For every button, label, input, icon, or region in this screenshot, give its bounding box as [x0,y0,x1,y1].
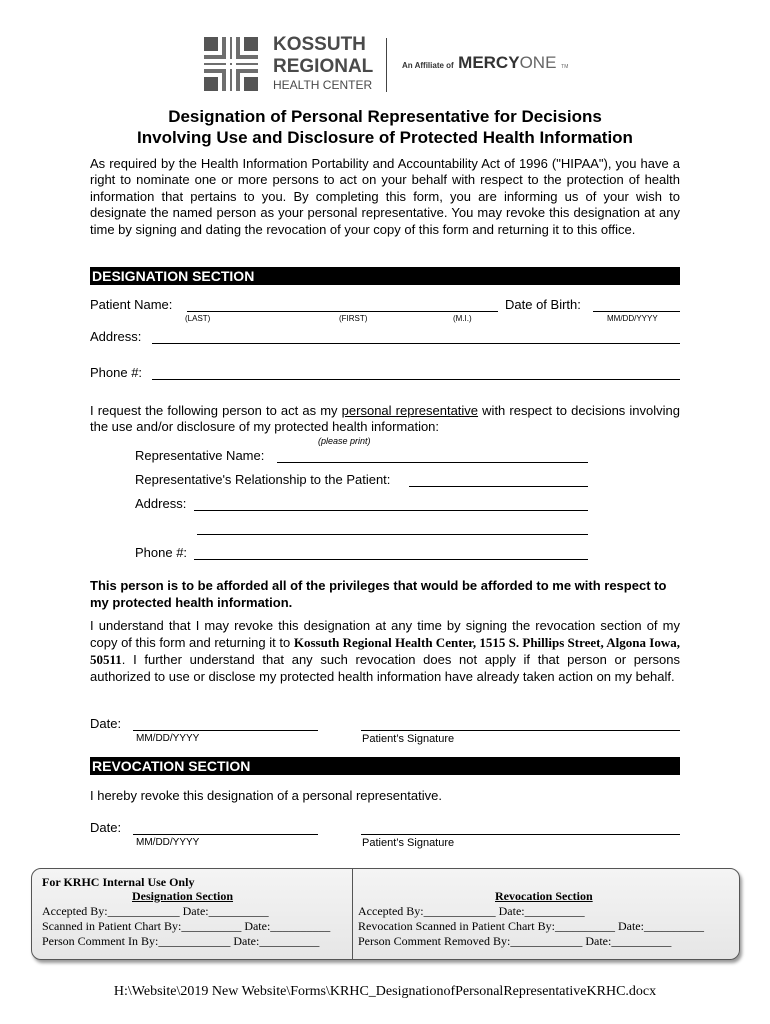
revocation-signature-sub: Patient’s Signature [362,837,455,849]
rep-relationship-label: Representative's Relationship to the Patient: [135,472,391,487]
internal-revocation-row: Revocation Scanned in Patient Chart By:__________ Date:__________ [358,919,704,933]
phone-label: Phone #: [90,365,143,380]
internal-designation-heading: Designation Section [132,889,234,903]
rep-name-label: Representative Name: [135,448,265,463]
please-print-note: (please print) [318,436,371,446]
patient-name-label: Patient Name: [90,297,173,312]
request-text-pre: I request the following person to act as my [90,403,342,418]
internal-revocation-row: Accepted By:____________ Date:__________ [358,904,585,918]
dob-field[interactable] [593,311,680,312]
personal-representative-term: personal representative [341,403,479,418]
dob-label: Date of Birth: [505,297,581,312]
krhc-logo [204,37,258,91]
privileges-statement: This person is to be afforded all of the privileges that would be afforded to me with respect to my protected health information. [90,578,667,610]
internal-revocation-heading: Revocation Section [495,889,593,903]
phone-field[interactable] [152,379,680,380]
address-field[interactable] [152,343,680,344]
designation-section-header: DESIGNATION SECTION [90,267,680,285]
designation-signature-sub: Patient’s Signature [362,733,455,745]
designation-date-label: Date: [90,716,122,731]
internal-use-box [31,868,740,960]
request-text-post: with respect to decisions involving the use and/or disclosure of my protected health information: [90,403,680,435]
revocation-date-label: Date: [90,820,122,835]
intro-paragraph: As required by the Health Information Portability and Accountability Act of 1996 ("HIPAA"), you have a right to nominate one or more persons to act on your behalf with respect to the protection of health information that pertains to you. By completing this form, you are informing us of your wish to designate the named person as your personal representative. You may revoke this designation at any time by signing and dating the revocation of your copy of this form and returning it to this office. [90,156,680,237]
krhc-address: Kossuth Regional Health Center, 1515 S. Phillips Street, Algona Iowa, 50511 [90,635,680,667]
sub-label-dob: MM/DD/YYYY [607,314,658,323]
revocation-signature-field[interactable] [361,834,680,835]
mercyone-brand-b: ONE [519,53,557,72]
understand-text-post: . I further understand that any such revocation does not apply if that person or persons authorized to use or disclose my protected health information have already taken action on my behalf. [90,652,680,684]
revocation-date-field[interactable] [133,834,318,835]
mercyone-brand-a: MERCY [458,53,520,72]
rep-address-field-2[interactable] [197,534,588,535]
designation-signature-field[interactable] [361,730,680,731]
cross-logo-icon [204,37,258,91]
rep-address-label: Address: [135,496,187,511]
org-name-line3: HEALTH CENTER [273,78,373,92]
revocation-date-sub: MM/DD/YYYY [136,837,200,848]
designation-date-sub: MM/DD/YYYY [136,733,200,744]
form-title-line1: Designation of Personal Representative for Decisions [168,107,602,126]
org-name-line2: REGIONAL [273,56,374,77]
sub-label-first: (FIRST) [339,314,368,323]
sub-label-last: (LAST) [185,314,211,323]
affiliate-prefix: An Affiliate of [402,61,454,70]
address-label: Address: [90,329,142,344]
affiliate-line [402,53,568,73]
internal-box-divider [352,869,353,959]
understand-text-pre: I understand that I may revoke this designation at any time by signing the revocation section of my copy of this form and returning it to [90,618,680,650]
revocation-understanding-paragraph [90,617,680,685]
mercyone-brand [458,53,561,72]
rep-name-field[interactable] [277,462,588,463]
internal-designation-row: Person Comment In By:____________ Date:__________ [42,934,320,948]
request-paragraph [90,403,680,436]
mercyone-tm: TM [561,64,569,70]
rep-phone-label: Phone #: [135,545,188,560]
patient-name-field[interactable] [187,311,498,312]
designation-date-field[interactable] [133,730,318,731]
header-divider [386,38,387,92]
sub-label-mi: (M.I.) [453,314,472,323]
footer-file-path: H:\Website\2019 New Website\Forms\KRHC_DesignationofPersonalRepresentativeKRHC.docx [113,984,657,999]
revocation-section-header: REVOCATION SECTION [90,757,680,775]
internal-designation-row: Scanned in Patient Chart By:__________ Date:__________ [42,919,331,933]
org-name-line1: KOSSUTH [273,34,366,55]
internal-use-title: For KRHC Internal Use Only [42,875,195,889]
rep-address-field-1[interactable] [194,510,588,511]
revocation-statement: I hereby revoke this designation of a personal representative. [90,788,442,803]
internal-designation-row: Accepted By:____________ Date:__________ [42,904,269,918]
rep-phone-field[interactable] [194,559,588,560]
form-title-line2: Involving Use and Disclosure of Protected Health Information [137,128,633,147]
rep-relationship-field[interactable] [409,486,588,487]
internal-revocation-row: Person Comment Removed By:____________ Date:__________ [358,934,672,948]
